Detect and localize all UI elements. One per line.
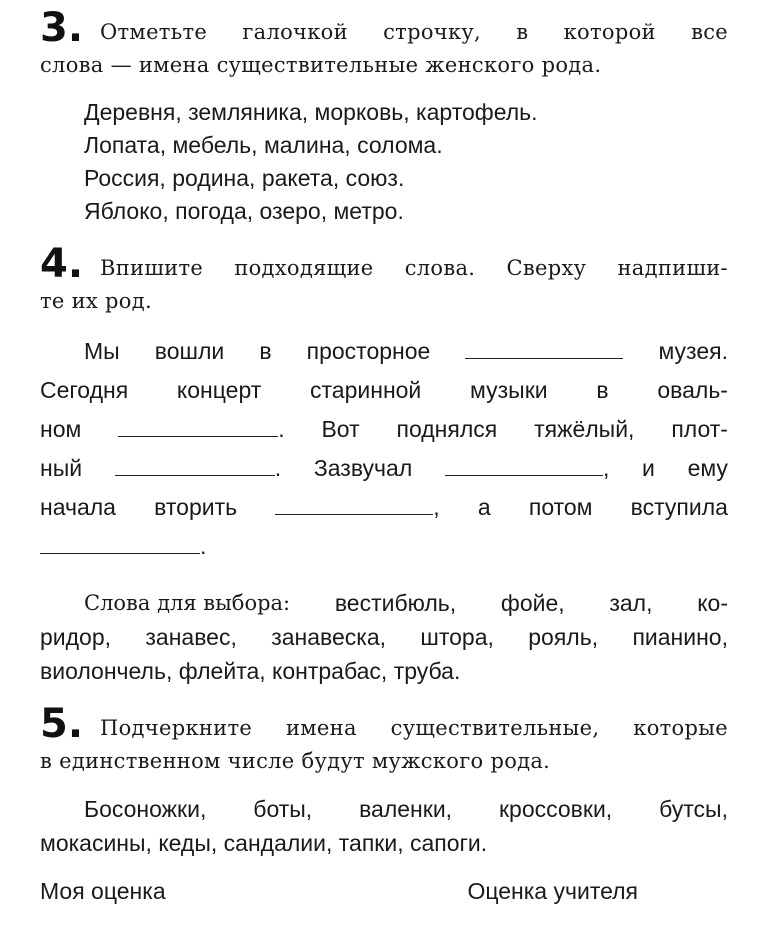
task-instruction — [40, 712, 728, 778]
task-4-text — [40, 338, 728, 572]
noun-word[interactable]: боты, — [253, 796, 313, 822]
text-word: ему — [687, 455, 728, 481]
option-line[interactable]: Яблоко, погода, озеро, метро. — [84, 198, 404, 224]
task-3-options — [84, 96, 538, 228]
choices-line: виолончель, флейта, контрабас, труба. — [40, 658, 461, 684]
text-word: музея. — [658, 338, 728, 364]
instruction-word: слова. — [404, 256, 476, 280]
instruction-word: которой — [563, 20, 656, 44]
instruction-word: надпиши- — [617, 256, 728, 280]
instruction-word: галочкой — [242, 20, 348, 44]
text-word: Вот — [321, 416, 360, 442]
answer-blank[interactable] — [275, 514, 433, 515]
text-word: музыки — [470, 377, 548, 403]
text-word: просторное — [306, 338, 431, 364]
text-word: Мы — [84, 338, 120, 364]
answer-blank[interactable] — [40, 553, 200, 554]
choice-word: ридор, — [40, 624, 112, 650]
instruction-word: Впишите — [100, 256, 204, 280]
text-word: ный — [40, 455, 83, 481]
text-line — [40, 416, 728, 455]
grade-footer — [40, 878, 638, 905]
text-line — [40, 494, 728, 533]
text-word: плот- — [671, 416, 728, 442]
text-word: в — [596, 377, 609, 403]
task-number: 3. — [40, 5, 84, 51]
text-line — [40, 377, 728, 416]
instruction-word: Подчеркните — [100, 716, 253, 740]
task-number: 4. — [40, 241, 84, 287]
text-word: оваль- — [657, 377, 728, 403]
choice-word: фойе, — [500, 590, 565, 616]
text-line — [40, 338, 728, 377]
text-word: и — [642, 455, 655, 481]
text-line — [40, 455, 728, 494]
instruction-word: существительные, — [390, 716, 600, 740]
instruction-word: подходящие — [234, 256, 374, 280]
option-line[interactable]: Лопата, мебель, малина, солома. — [84, 132, 443, 158]
noun-word[interactable]: кроссовки, — [498, 796, 613, 822]
choice-word: занавеска, — [271, 624, 387, 650]
instruction-word: все — [691, 20, 728, 44]
text-word: концерт — [176, 377, 262, 403]
my-grade-label: Моя оценка — [40, 878, 166, 904]
option-line[interactable]: Деревня, земляника, морковь, картофель. — [84, 99, 538, 125]
answer-blank[interactable] — [465, 358, 623, 359]
teacher-grade-label: Оценка учителя — [467, 878, 638, 904]
task-5 — [40, 701, 728, 778]
choice-word: штора, — [420, 624, 494, 650]
text-punct: , — [602, 455, 610, 481]
text-word: Зазвучал — [313, 455, 413, 481]
choices-label: Слова для выбора: — [84, 591, 291, 615]
noun-word[interactable]: валенки, — [359, 796, 453, 822]
instruction-line: те их род. — [40, 289, 152, 313]
text-word: вступила — [630, 494, 728, 520]
choice-word: пианино, — [632, 624, 728, 650]
instruction-word: имена — [286, 716, 357, 740]
noun-line[interactable]: мокасины, кеды, сандалии, тапки, сапоги. — [40, 830, 488, 856]
instruction-word: в — [516, 20, 529, 44]
text-word: Сегодня — [40, 377, 129, 403]
text-word: потом — [528, 494, 593, 520]
answer-blank[interactable] — [115, 475, 275, 476]
task-instruction — [40, 252, 728, 318]
choice-word: зал, — [609, 590, 653, 616]
choice-word: рояль, — [528, 624, 599, 650]
text-word: а — [477, 494, 491, 520]
instruction-word: строчку, — [383, 20, 482, 44]
text-word: вторить — [154, 494, 238, 520]
task-4 — [40, 241, 728, 318]
instruction-line: слова — имена существительные женского рода. — [40, 53, 602, 77]
text-punct: . — [278, 416, 285, 442]
task-3 — [40, 5, 728, 82]
text-word: ном — [40, 416, 82, 442]
text-punct: . — [200, 533, 207, 559]
option-line[interactable]: Россия, родина, ракета, союз. — [84, 165, 405, 191]
task-instruction — [40, 16, 728, 82]
task-5-words — [40, 792, 728, 860]
answer-blank[interactable] — [118, 436, 278, 437]
text-word: вошли — [154, 338, 225, 364]
answer-blank[interactable] — [445, 475, 603, 476]
text-word: тяжёлый, — [534, 416, 635, 442]
text-line — [40, 533, 728, 572]
instruction-word: Отметьте — [100, 20, 208, 44]
choice-word: занавес, — [145, 624, 237, 650]
instruction-word: Сверху — [506, 256, 587, 280]
noun-word[interactable]: бутсы, — [659, 796, 728, 822]
choice-word: ко- — [697, 590, 728, 616]
task-4-word-choices — [40, 586, 728, 688]
text-punct: , — [433, 494, 440, 520]
noun-word[interactable]: Босоножки, — [84, 796, 207, 822]
text-punct: . — [274, 455, 282, 481]
text-word: поднялся — [396, 416, 498, 442]
task-number: 5. — [40, 701, 84, 747]
choice-word: вестибюль, — [334, 590, 457, 616]
text-word: старинной — [310, 377, 422, 403]
instruction-word: которые — [633, 716, 728, 740]
text-word: в — [259, 338, 272, 364]
text-word: начала — [40, 494, 116, 520]
instruction-line: в единственном числе будут мужского рода. — [40, 749, 551, 773]
